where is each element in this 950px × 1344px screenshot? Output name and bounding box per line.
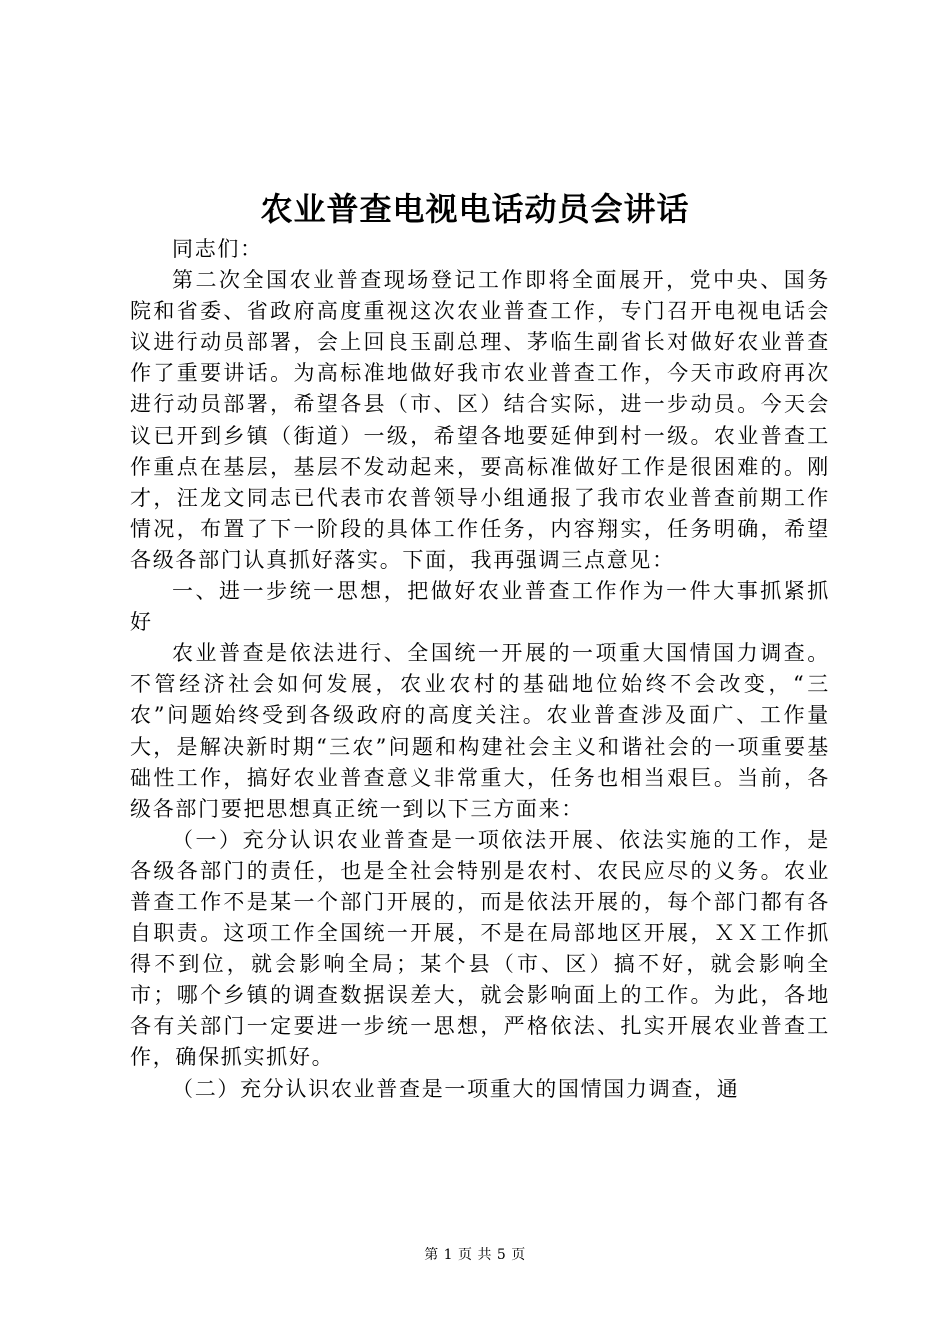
section-heading-1: 一、进一步统一思想，把做好农业普查工作作为一件大事抓紧抓好 — [130, 579, 830, 635]
paragraph-point-2: （二）充分认识农业普查是一项重大的国情国力调查，通 — [172, 1076, 740, 1101]
paragraph-intro: 第二次全国农业普查现场登记工作即将全面展开，党中央、国务院和省委、省政府高度重视这次农业普查工作，专门召开电视电话会议进行动员部署，会上回良玉副总理、茅临生副省长对做好农业普查作了重要讲话。为高标准地做好我市农业普查工作，今天市政府再次进行动员部署，希望各县（市、区）结合实际，进一步动员。今天会议已开到乡镇（街道）一级，希望各地要延伸到村一级。农业普查工作重点在基层，基层不发动起来，要高标准做好工作是很困难的。刚才，汪龙文同志已代表市农普领导小组通报了我市农业普查前期工作情况，布置了下一阶段的具体工作任务，内容翔实，任务明确，希望各级各部门认真抓好落实。下面，我再强调三点意见： — [130, 268, 830, 572]
paragraph-point-1: （一）充分认识农业普查是一项依法开展、依法实施的工作，是各级各部门的责任，也是全社会特别是农村、农民应尽的义务。农业普查工作不是某一个部门开展的，而是依法开展的，每个部门都有各自职责。这项工作全国统一开展，不是在局部地区开展，ＸＸ工作抓得不到位，就会影响全局；某个县（市、区）搞不好，就会影响全市；哪个乡镇的调查数据误差大，就会影响面上的工作。为此，各地各有关部门一定要进一步统一思想，严格依法、扎实开展农业普查工作，确保抓实抓好。 — [130, 827, 830, 1070]
paragraph-section-1: 农业普查是依法进行、全国统一开展的一项重大国情国力调查。不管经济社会如何发展，农业农村的基础地位始终不会改变，“三农”问题始终受到各级政府的高度关注。农业普查涉及面广、工作量大，是解决新时期“三农”问题和构建社会主义和谐社会的一项重要基础性工作，搞好农业普查意义非常重大，任务也相当艰巨。当前，各级各部门要把思想真正统一到以下三方面来： — [130, 641, 830, 821]
salutation: 同志们： — [172, 237, 263, 261]
page-footer: 第 1 页 共 5 页 — [424, 1247, 526, 1263]
page-title: 农业普查电视电话动员会讲话 — [260, 190, 690, 228]
document-body — [130, 234, 830, 1105]
